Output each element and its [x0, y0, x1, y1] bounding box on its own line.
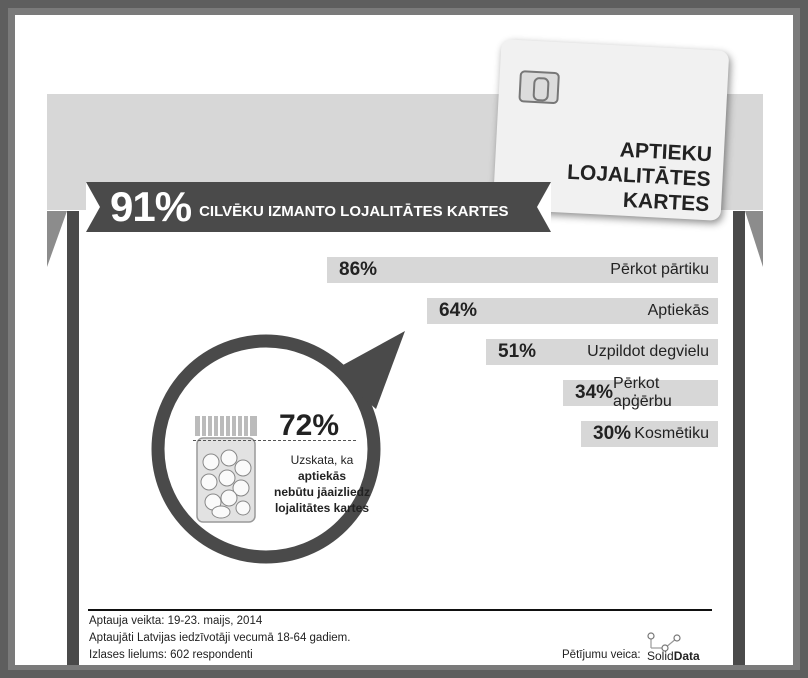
pill-bottle-icon	[193, 416, 259, 524]
bar-category-label: Aptiekās	[647, 302, 709, 319]
respondents-desc: Aptaujāti Latvijas iedzīvotāji vecumā 18-64 gadiem.	[89, 632, 351, 644]
ribbon-notch-right	[537, 182, 551, 232]
callout-percent: 72%	[279, 409, 340, 442]
banner-fold-right	[745, 211, 763, 267]
callout-line1: Uzskata, ka	[290, 453, 354, 467]
bar-1	[327, 257, 718, 283]
card-title-line2: LOJALITĀTES KARTES	[566, 160, 712, 217]
sample-size: Izlases lielums: 602 respondenti	[89, 649, 253, 661]
logo-part1: Solid	[647, 649, 674, 663]
logo-part2: Data	[673, 649, 700, 663]
bar-5	[581, 421, 718, 447]
callout-line2: aptiekās	[297, 469, 347, 483]
bar-value-label: 86%	[339, 259, 378, 280]
headline-percent: 91%	[110, 183, 192, 230]
logo-text	[647, 649, 700, 663]
bar-value-label: 51%	[498, 341, 537, 362]
callout-line3: nebūtu jāaizliedz	[273, 485, 370, 499]
bar-category-label: Uzpildot degvielu	[587, 343, 709, 360]
callout-text	[267, 452, 377, 516]
survey-dates: Aptauja veikta: 19-23. maijs, 2014	[89, 615, 263, 627]
callout-divider	[193, 440, 356, 441]
research-by-label: Pētījumu veica:	[562, 649, 641, 661]
frame-bar-left	[67, 211, 79, 665]
bar-value-label: 30%	[593, 423, 632, 444]
bar-category-label: Kosmētiku	[634, 425, 709, 442]
bar-4	[563, 375, 718, 410]
frame-bar-right	[733, 211, 745, 665]
callout-line4: lojalitātes kartes	[274, 501, 370, 515]
card-title-line1: APTIEKU	[619, 138, 713, 167]
bar-category-label: Pērkot pārtiku	[610, 261, 709, 278]
ribbon-notch-left	[86, 182, 100, 232]
infographic-page	[15, 15, 793, 665]
headline-text: CILVĒKU IZMANTO LOJALITĀTES KARTES	[199, 202, 509, 220]
bar-2	[427, 298, 718, 324]
bar-value-label: 64%	[439, 300, 478, 321]
bar-3	[486, 339, 718, 365]
headline-ribbon	[86, 182, 551, 232]
bar-value-label: 34%	[575, 382, 614, 403]
banner-fold-left	[47, 211, 67, 267]
bar-category-label: Pērkot apģērbu	[613, 375, 672, 410]
footer-divider	[88, 609, 712, 611]
chip-icon	[518, 70, 560, 104]
speech-bubble	[150, 321, 420, 575]
